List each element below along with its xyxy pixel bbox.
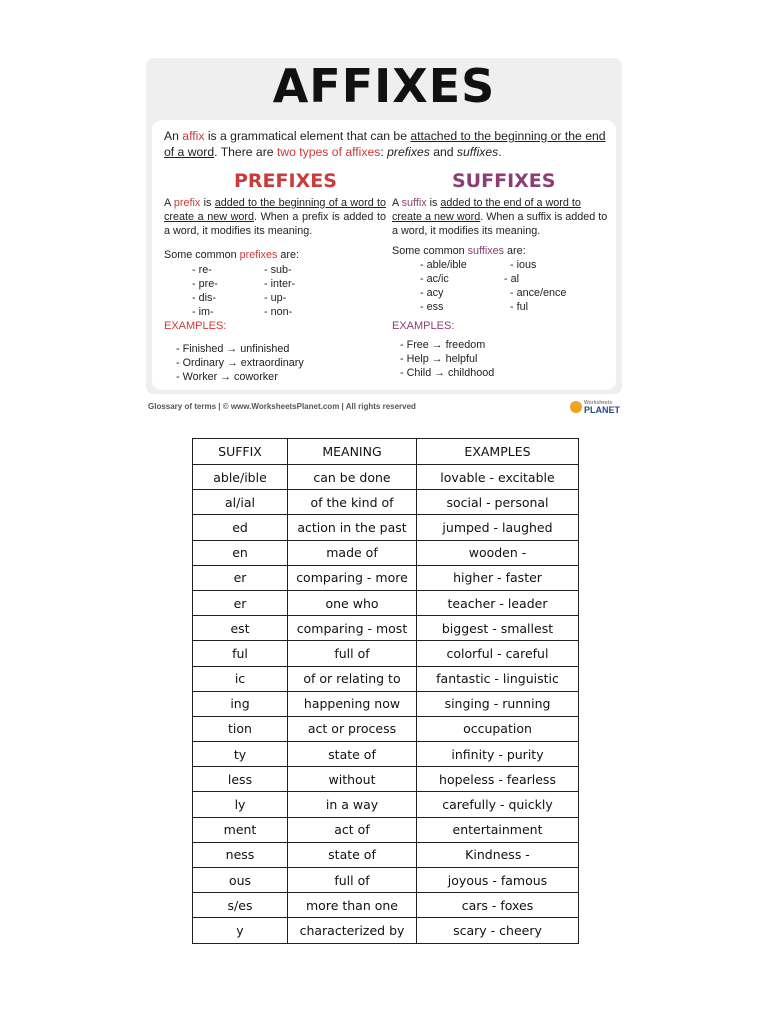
suffix-cell: ness	[193, 842, 288, 867]
table-row	[193, 590, 579, 615]
suffix-cell: er	[193, 565, 288, 590]
examples-cell: joyous - famous	[417, 868, 579, 893]
copyright-text: Glossary of terms | © www.WorksheetsPlanet.com | All rights reserved	[148, 402, 416, 411]
suffix-cell: ing	[193, 691, 288, 716]
intro-text: is a grammatical element that can be	[204, 129, 411, 143]
examples-cell: lovable - excitable	[417, 465, 579, 490]
suffix-cell: ty	[193, 742, 288, 767]
list-item: - re-	[192, 264, 212, 276]
suffixes-word: suffixes	[456, 145, 499, 159]
examples-cell: cars - foxes	[417, 893, 579, 918]
list-item: - ance/ence	[510, 287, 567, 299]
definition-text: is	[200, 197, 215, 209]
examples-cell: occupation	[417, 716, 579, 741]
table-row	[193, 893, 579, 918]
logo-wordmark	[584, 400, 620, 414]
table-row	[193, 465, 579, 490]
examples-cell: entertainment	[417, 817, 579, 842]
examples-cell: social - personal	[417, 490, 579, 515]
table-row	[193, 616, 579, 641]
worksheets-planet-logo	[570, 400, 620, 414]
meaning-cell: act or process	[288, 716, 417, 741]
table-row	[193, 565, 579, 590]
meaning-cell: comparing - more	[288, 565, 417, 590]
examples-cell: carefully - quickly	[417, 792, 579, 817]
meaning-cell: act of	[288, 817, 417, 842]
common-text: are:	[504, 245, 526, 257]
intro-paragraph	[164, 128, 608, 160]
list-item: - ess	[420, 301, 444, 313]
prefix-definition	[164, 196, 386, 238]
meaning-cell: happening now	[288, 691, 417, 716]
meaning-cell: state of	[288, 742, 417, 767]
column-header-suffix: SUFFIX	[193, 439, 288, 465]
affixes-content	[152, 120, 616, 390]
table-row	[193, 868, 579, 893]
affixes-card	[146, 58, 622, 394]
list-item: - inter-	[264, 278, 296, 290]
meaning-cell: of the kind of	[288, 490, 417, 515]
examples-cell: jumped - laughed	[417, 515, 579, 540]
prefixes-heading: PREFIXES	[234, 170, 337, 192]
list-item: - im-	[192, 306, 214, 318]
definition-text: is	[426, 197, 441, 209]
examples-cell: scary - cheery	[417, 918, 579, 943]
examples-cell: Kindness -	[417, 842, 579, 867]
prefix-examples-heading: EXAMPLES:	[164, 320, 227, 332]
definition-text: A	[164, 197, 174, 209]
table-row	[193, 742, 579, 767]
suffix-cell: s/es	[193, 893, 288, 918]
common-term: suffixes	[467, 245, 505, 257]
common-text: Some common	[392, 245, 468, 257]
attached-phrase: attached to the beginning or the end of a word	[164, 129, 606, 159]
intro-text: .	[498, 145, 502, 159]
common-term: prefixes	[239, 249, 278, 261]
list-item: - pre-	[192, 278, 218, 290]
intro-text: :	[380, 145, 388, 159]
list-item: - up-	[264, 292, 287, 304]
meaning-cell: in a way	[288, 792, 417, 817]
common-text: Some common	[164, 249, 240, 261]
prefix-term: prefix	[173, 197, 201, 209]
examples-cell: infinity - purity	[417, 742, 579, 767]
example-item: - Free → freedom	[400, 339, 486, 351]
list-item: - ac/ic	[420, 273, 449, 285]
example-item: - Child → childhood	[400, 367, 495, 379]
suffix-cell: en	[193, 540, 288, 565]
suffix-definition-phrase: added to the end of a word to create a new word	[392, 197, 581, 223]
definition-text: A	[392, 197, 402, 209]
suffix-cell: less	[193, 767, 288, 792]
meaning-cell: more than one	[288, 893, 417, 918]
table-row	[193, 691, 579, 716]
suffix-cell: ous	[193, 868, 288, 893]
card-footer	[146, 400, 622, 416]
suffix-cell: al/ial	[193, 490, 288, 515]
examples-cell: teacher - leader	[417, 590, 579, 615]
planet-icon	[570, 401, 582, 413]
list-item: - ful	[510, 301, 528, 313]
table-row	[193, 515, 579, 540]
meaning-cell: characterized by	[288, 918, 417, 943]
list-item: - able/ible	[420, 259, 467, 271]
common-text: are:	[277, 249, 300, 261]
example-item: - Finished → unfinished	[176, 343, 290, 355]
examples-cell: wooden -	[417, 540, 579, 565]
table-row	[193, 918, 579, 943]
examples-cell: colorful - careful	[417, 641, 579, 666]
suffix-cell: est	[193, 616, 288, 641]
logo-big-text: PLANET	[584, 405, 620, 415]
page-title: AFFIXES	[272, 59, 496, 113]
intro-text: . There are	[214, 145, 277, 159]
table-row	[193, 666, 579, 691]
list-item: - al	[504, 273, 519, 285]
example-item: - Worker → coworker	[176, 371, 278, 383]
meaning-cell: of or relating to	[288, 666, 417, 691]
title-band	[146, 58, 622, 114]
table-row	[193, 842, 579, 867]
prefixes-word: prefixes	[387, 145, 430, 159]
suffix-cell: ed	[193, 515, 288, 540]
table-row	[193, 792, 579, 817]
suffix-cell: able/ible	[193, 465, 288, 490]
intro-text: and	[429, 145, 457, 159]
table-row	[193, 641, 579, 666]
logo-small-text: Worksheets	[584, 400, 613, 406]
definition-text: . When a suffix is added to a word, it modifies its meaning.	[392, 211, 608, 237]
table-row	[193, 716, 579, 741]
suffixes-heading: SUFFIXES	[452, 170, 556, 192]
example-item: - Help → helpful	[400, 353, 478, 365]
table-body	[193, 465, 579, 944]
example-item: - Ordinary → extraordinary	[176, 357, 304, 369]
table-row	[193, 817, 579, 842]
examples-cell: biggest - smallest	[417, 616, 579, 641]
column-header-meaning: MEANING	[288, 439, 417, 465]
meaning-cell: one who	[288, 590, 417, 615]
suffix-term: suffix	[401, 197, 427, 209]
examples-cell: fantastic - linguistic	[417, 666, 579, 691]
suffix-common-intro	[392, 244, 526, 258]
list-item: - dis-	[192, 292, 216, 304]
table-header-row	[193, 439, 579, 465]
intro-text: An	[164, 129, 183, 143]
two-types-phrase: two types of affixes	[276, 145, 381, 159]
prefix-common-intro	[164, 248, 299, 262]
table-row	[193, 540, 579, 565]
meaning-cell: state of	[288, 842, 417, 867]
meaning-cell: full of	[288, 868, 417, 893]
suffix-cell: er	[193, 590, 288, 615]
meaning-cell: without	[288, 767, 417, 792]
list-item: - ious	[510, 259, 537, 271]
list-item: - sub-	[264, 264, 292, 276]
suffix-examples-heading: EXAMPLES:	[392, 320, 455, 332]
suffix-cell: ic	[193, 666, 288, 691]
examples-cell: hopeless - fearless	[417, 767, 579, 792]
meaning-cell: full of	[288, 641, 417, 666]
list-item: - acy	[420, 287, 444, 299]
meaning-cell: can be done	[288, 465, 417, 490]
table-row	[193, 490, 579, 515]
suffix-cell: y	[193, 918, 288, 943]
meaning-cell: comparing - most	[288, 616, 417, 641]
suffix-cell: tion	[193, 716, 288, 741]
list-item: - non-	[264, 306, 293, 318]
meaning-cell: made of	[288, 540, 417, 565]
column-header-examples: EXAMPLES	[417, 439, 579, 465]
suffix-definition	[392, 196, 608, 238]
suffix-cell: ment	[193, 817, 288, 842]
examples-cell: higher - faster	[417, 565, 579, 590]
suffix-cell: ly	[193, 792, 288, 817]
affix-term: affix	[182, 129, 205, 143]
meaning-cell: action in the past	[288, 515, 417, 540]
definition-text: . When a prefix is added to a word, it modifies its meaning.	[164, 211, 386, 237]
examples-cell: singing - running	[417, 691, 579, 716]
suffix-table	[192, 438, 579, 944]
prefix-examples	[176, 342, 304, 384]
prefix-definition-phrase: added to the beginning of a word to create a new word	[164, 197, 386, 223]
table-row	[193, 767, 579, 792]
suffix-cell: ful	[193, 641, 288, 666]
suffix-examples	[400, 338, 494, 380]
